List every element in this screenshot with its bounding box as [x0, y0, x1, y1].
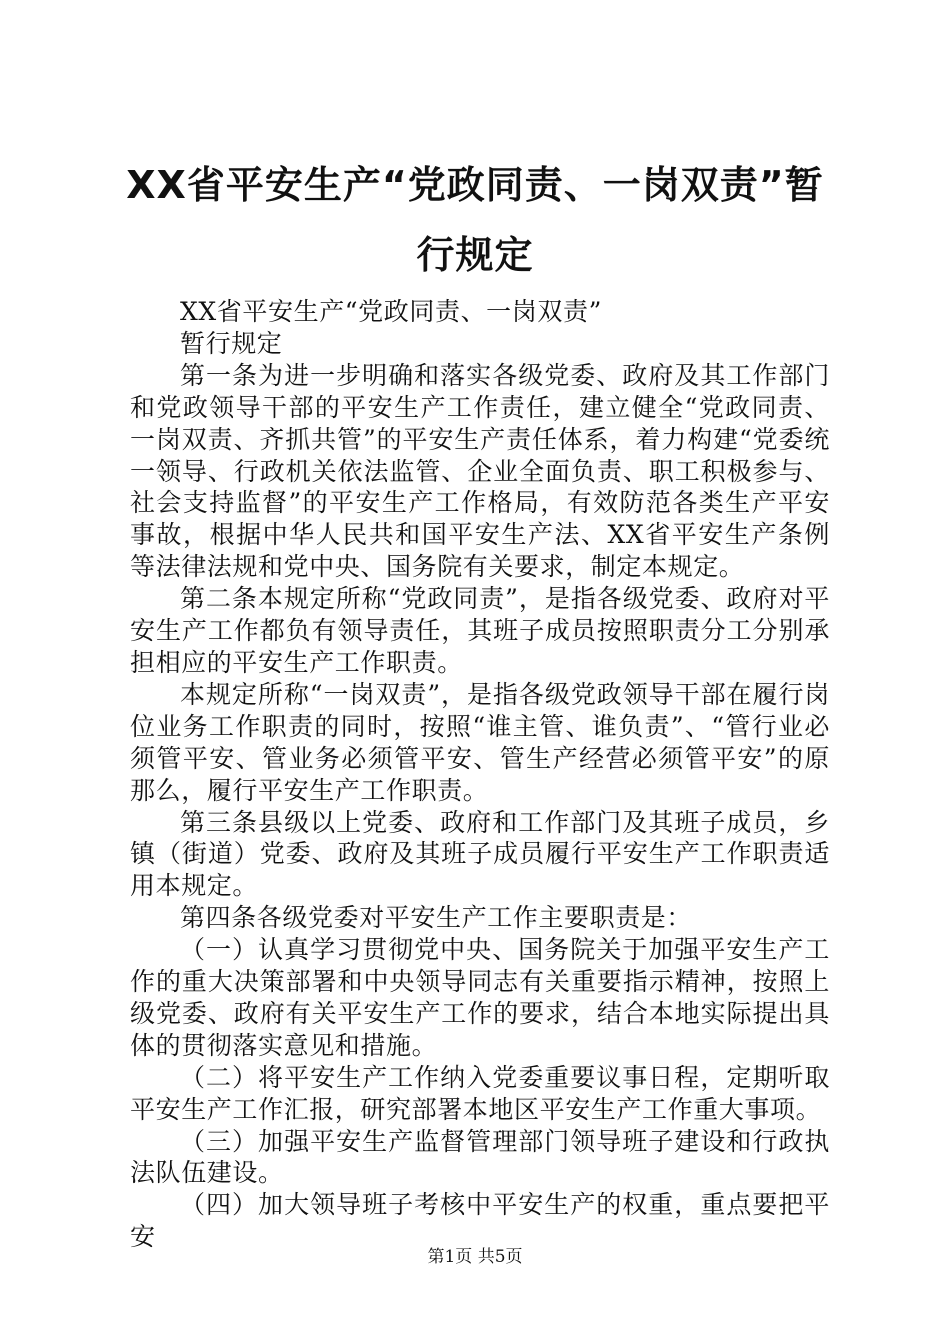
- article-3: 第三条县级以上党委、政府和工作部门及其班子成员，乡镇（街道）党委、政府及其班子成员履行平安生产工作职责适用本规定。: [130, 807, 830, 901]
- article-1: 第一条为进一步明确和落实各级党委、政府及其工作部门和党政领导干部的平安生产工作责任，建立健全“党政同责、一岗双责、齐抓共管”的平安生产责任体系，着力构建“党委统一领导、行政机关依法监管、企业全面负责、职工积极参与、社会支持监督”的平安生产工作格局，有效防范各类生产平安事故，根据中华人民共和国平安生产法、XX省平安生产条例等法律法规和党中央、国务院有关要求，制定本规定。: [130, 360, 830, 582]
- document-title: XX省平安生产“党政同责、一岗双责”暂行规定: [126, 163, 824, 277]
- article-4-item-4: （四）加大领导班子考核中平安生产的权重，重点要把平安: [130, 1190, 830, 1252]
- article-2: 第二条本规定所称“党政同责”，是指各级党委、政府对平安生产工作都负有领导责任，其班子成员按照职责分工分别承担相应的平安生产工作职责。: [130, 584, 830, 677]
- article-4: 第四条各级党委对平安生产工作主要职责是：: [180, 903, 693, 933]
- page-number-footer: 第1页 共5页: [427, 1247, 523, 1267]
- article-4-item-2: （二）将平安生产工作纳入党委重要议事日程，定期听取平安生产工作汇报，研究部署本地区平安生产工作重大事项。: [130, 1062, 830, 1124]
- article-4-item-1: （一）认真学习贯彻党中央、国务院关于加强平安生产工作的重大决策部署和中央领导同志有关重要指示精神，按照上级党委、政府有关平安生产工作的要求，结合本地实际提出具体的贯彻落实意见和措施。: [130, 935, 830, 1060]
- article-2-definition: 本规定所称“一岗双责”，是指各级党政领导干部在履行岗位业务工作职责的同时，按照“谁主管、谁负责”、“管行业必须管平安、管业务必须管平安、管生产经营必须管平安”的原那么，履行平安生产工作职责。: [130, 679, 830, 805]
- document-body: [130, 296, 830, 1253]
- subtitle-line-2: 暂行规定: [180, 328, 283, 358]
- subtitle-line-1: XX省平安生产“党政同责、一岗双责”: [180, 297, 602, 326]
- article-4-item-3: （三）加强平安生产监督管理部门领导班子建设和行政执法队伍建设。: [130, 1126, 830, 1188]
